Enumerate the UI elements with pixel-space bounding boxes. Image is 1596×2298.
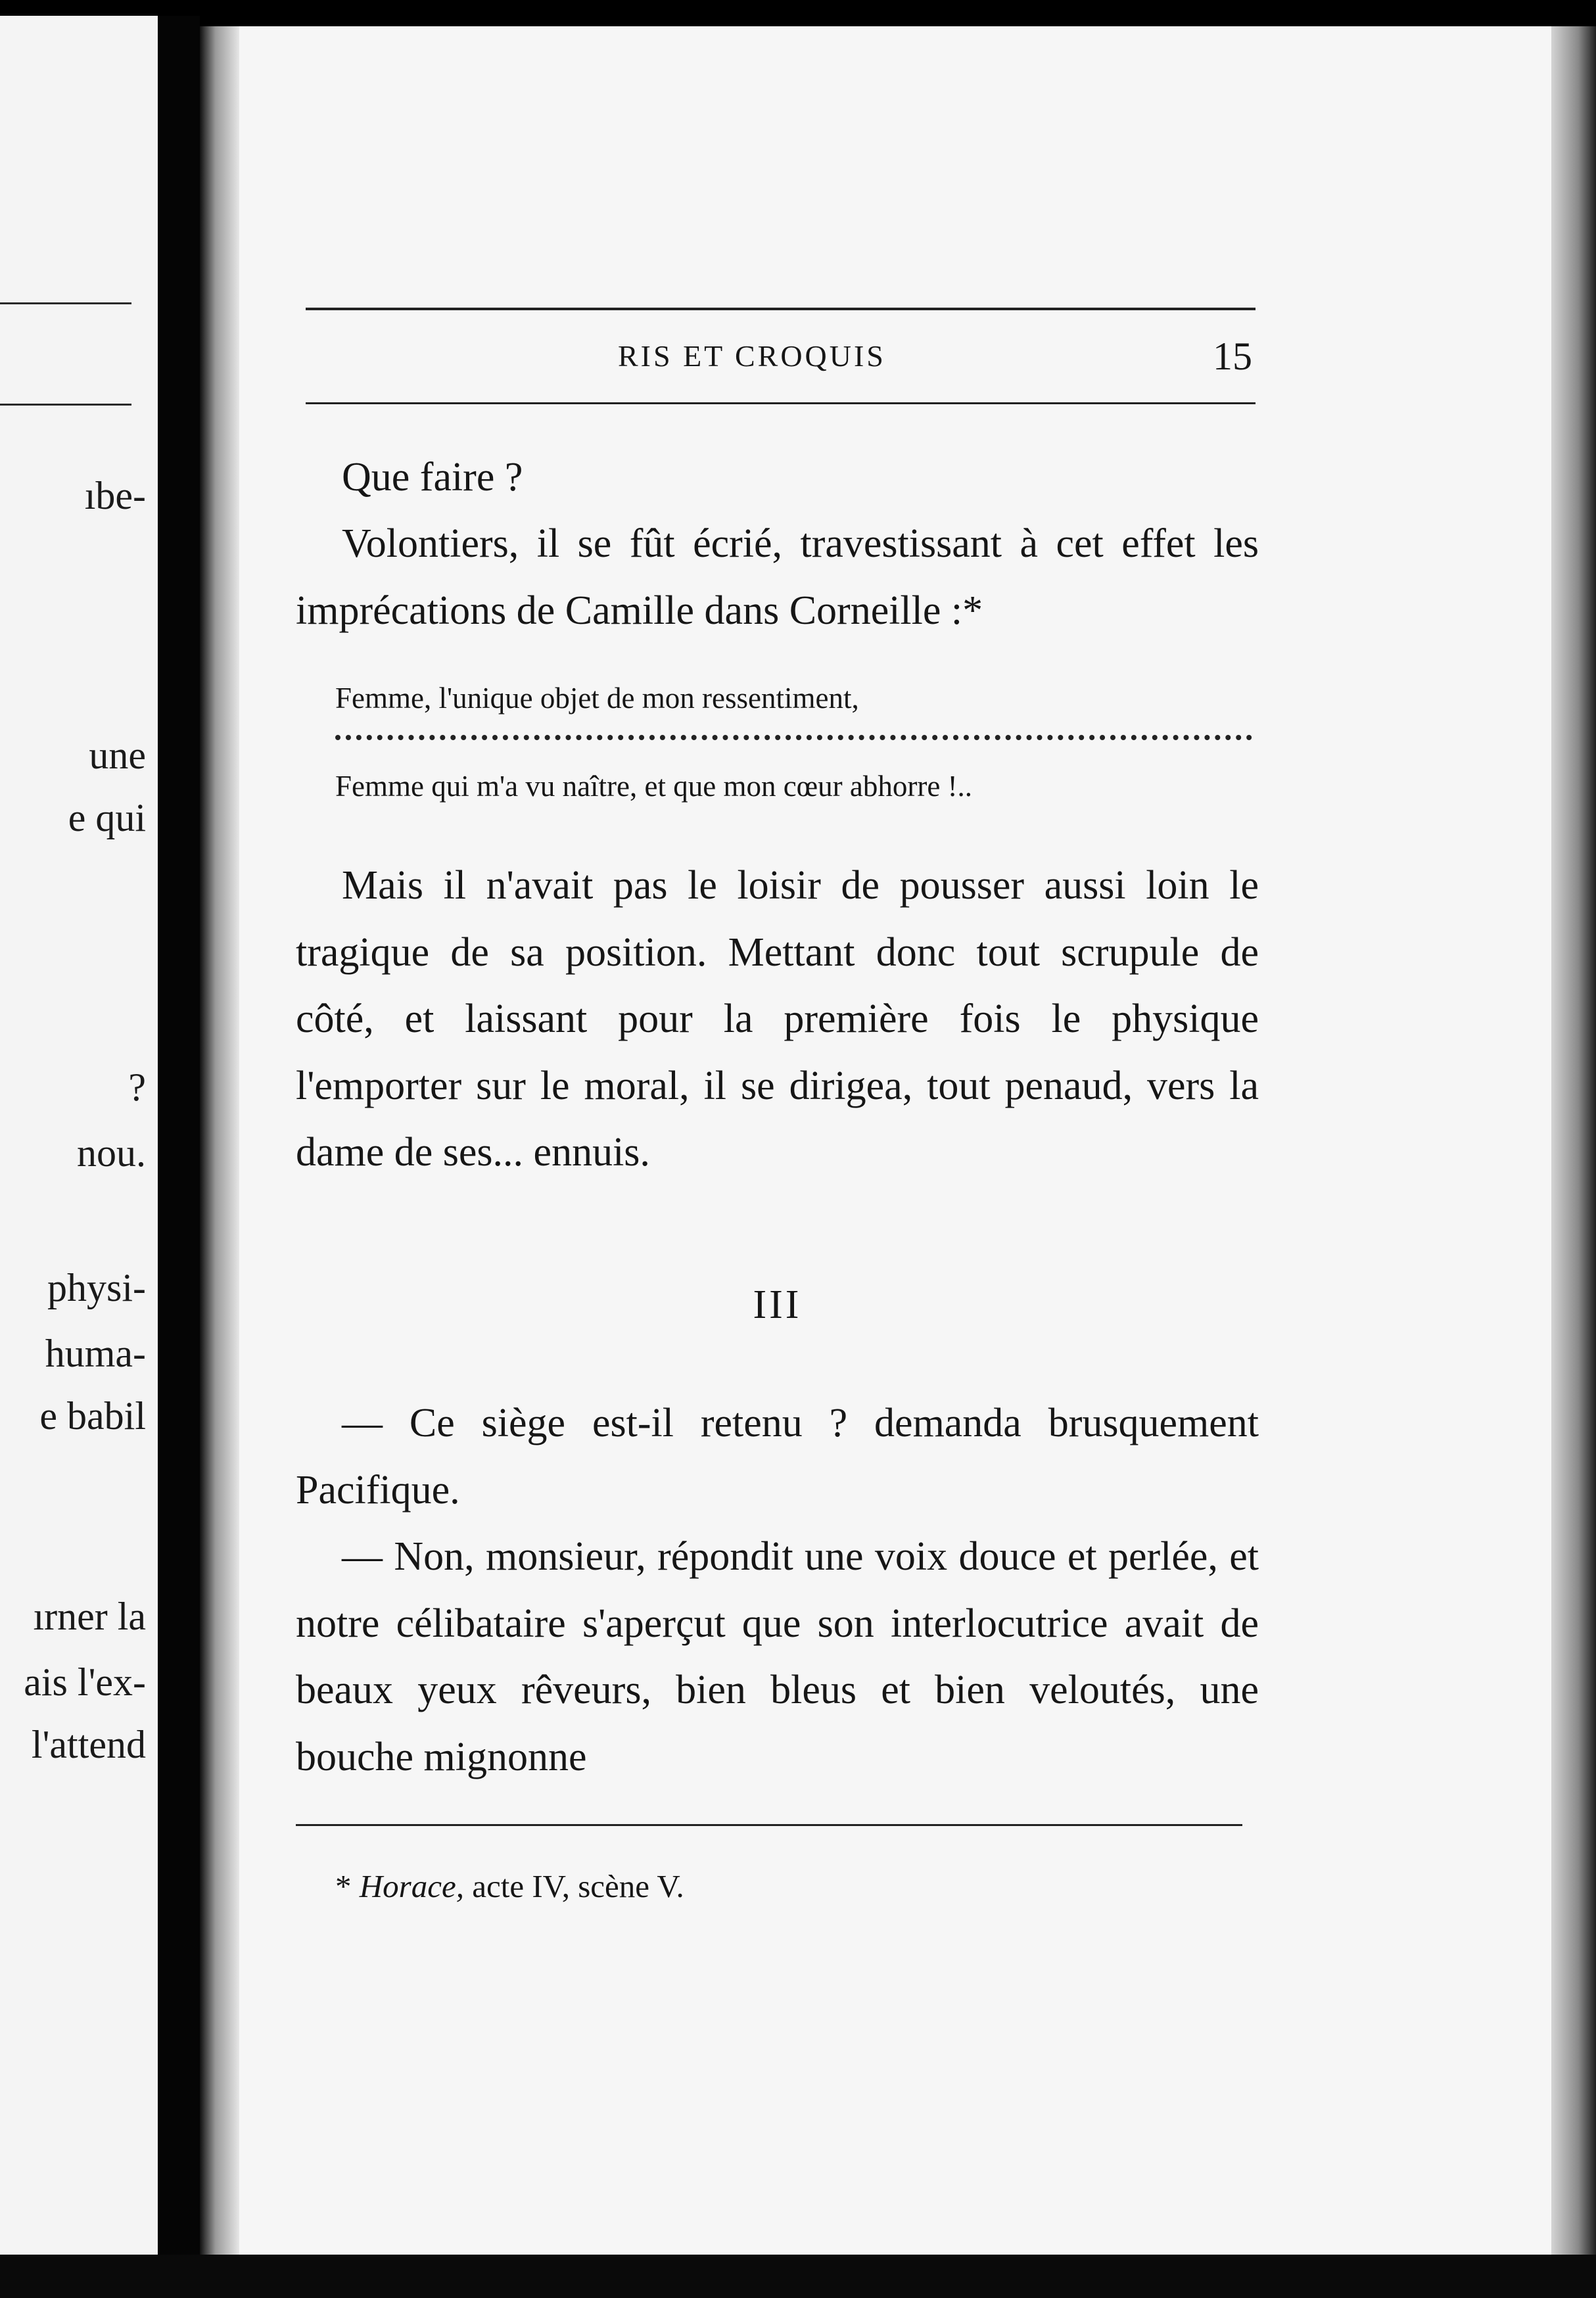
left-page-fragment: huma- [45,1332,146,1375]
left-page-fragment: e babil [39,1394,146,1438]
left-page-fragment: physi- [47,1266,146,1309]
book-spine [158,16,200,2277]
footnote-rule [296,1824,1242,1826]
left-page-fragment: l'attend [31,1723,146,1766]
page-edge-shadow [1551,26,1596,2255]
section-numeral: III [753,1282,802,1327]
verse-line: Femme qui m'a vu naître, et que mon cœur abhorre !.. [335,770,973,803]
footnote-text: acte IV, scène V. [463,1868,684,1904]
paragraph: Volontiers, il se fût écrié, travestissant à cet effet les imprécations de Camille dans Corneille :* [296,521,1259,633]
header-bottom-rule [306,402,1256,404]
left-page-rule [0,404,131,406]
paragraph: Que faire ? [342,455,523,500]
section-heading [296,1278,1259,1331]
left-page-rule [0,302,131,304]
page-gutter-shadow [200,26,239,2255]
footnote [335,1867,684,1906]
header-top-rule [306,308,1256,310]
paragraph: — Non, monsieur, répondit une voix douce et perlée, et notre célibataire s'aperçut que son interlocutrice avait de beaux yeux rêveurs, bien bleus et bien veloutés, une bouche mignonne [296,1534,1259,1779]
page-number: 15 [1213,335,1252,378]
scan-bottom-border [0,2255,1596,2298]
left-page-fragment: e qui [68,796,146,839]
left-page-fragment: nou. [77,1131,146,1175]
left-page [0,16,158,2277]
running-title: RIS ET CROQUIS [618,339,886,373]
left-page-fragment: ais l'ex- [24,1660,146,1704]
left-page-fragment: ıbe- [84,474,146,517]
paragraph: Mais il n'avait pas le loisir de pousser aussi loin le tragique de sa position. Mettant donc tout scrupule de côté, et laissant pour la première fois le physique l'emporter sur le moral, il se dirigea, tout penaud, vers la dame de ses... ennuis. [296,863,1259,1175]
left-page-fragment: ırner la [33,1595,146,1638]
footnote-title: Horace, [359,1868,464,1904]
left-page-fragment: une [89,734,146,777]
left-page-fragment: ? [128,1066,146,1109]
paragraph: — Ce siège est-il retenu ? demanda brusquement Pacifique. [296,1401,1259,1512]
verse-line: Femme, l'unique objet de mon ressentiment, [335,682,859,715]
footnote-marker: * [335,1868,360,1904]
ellipsis-line [335,728,1252,740]
